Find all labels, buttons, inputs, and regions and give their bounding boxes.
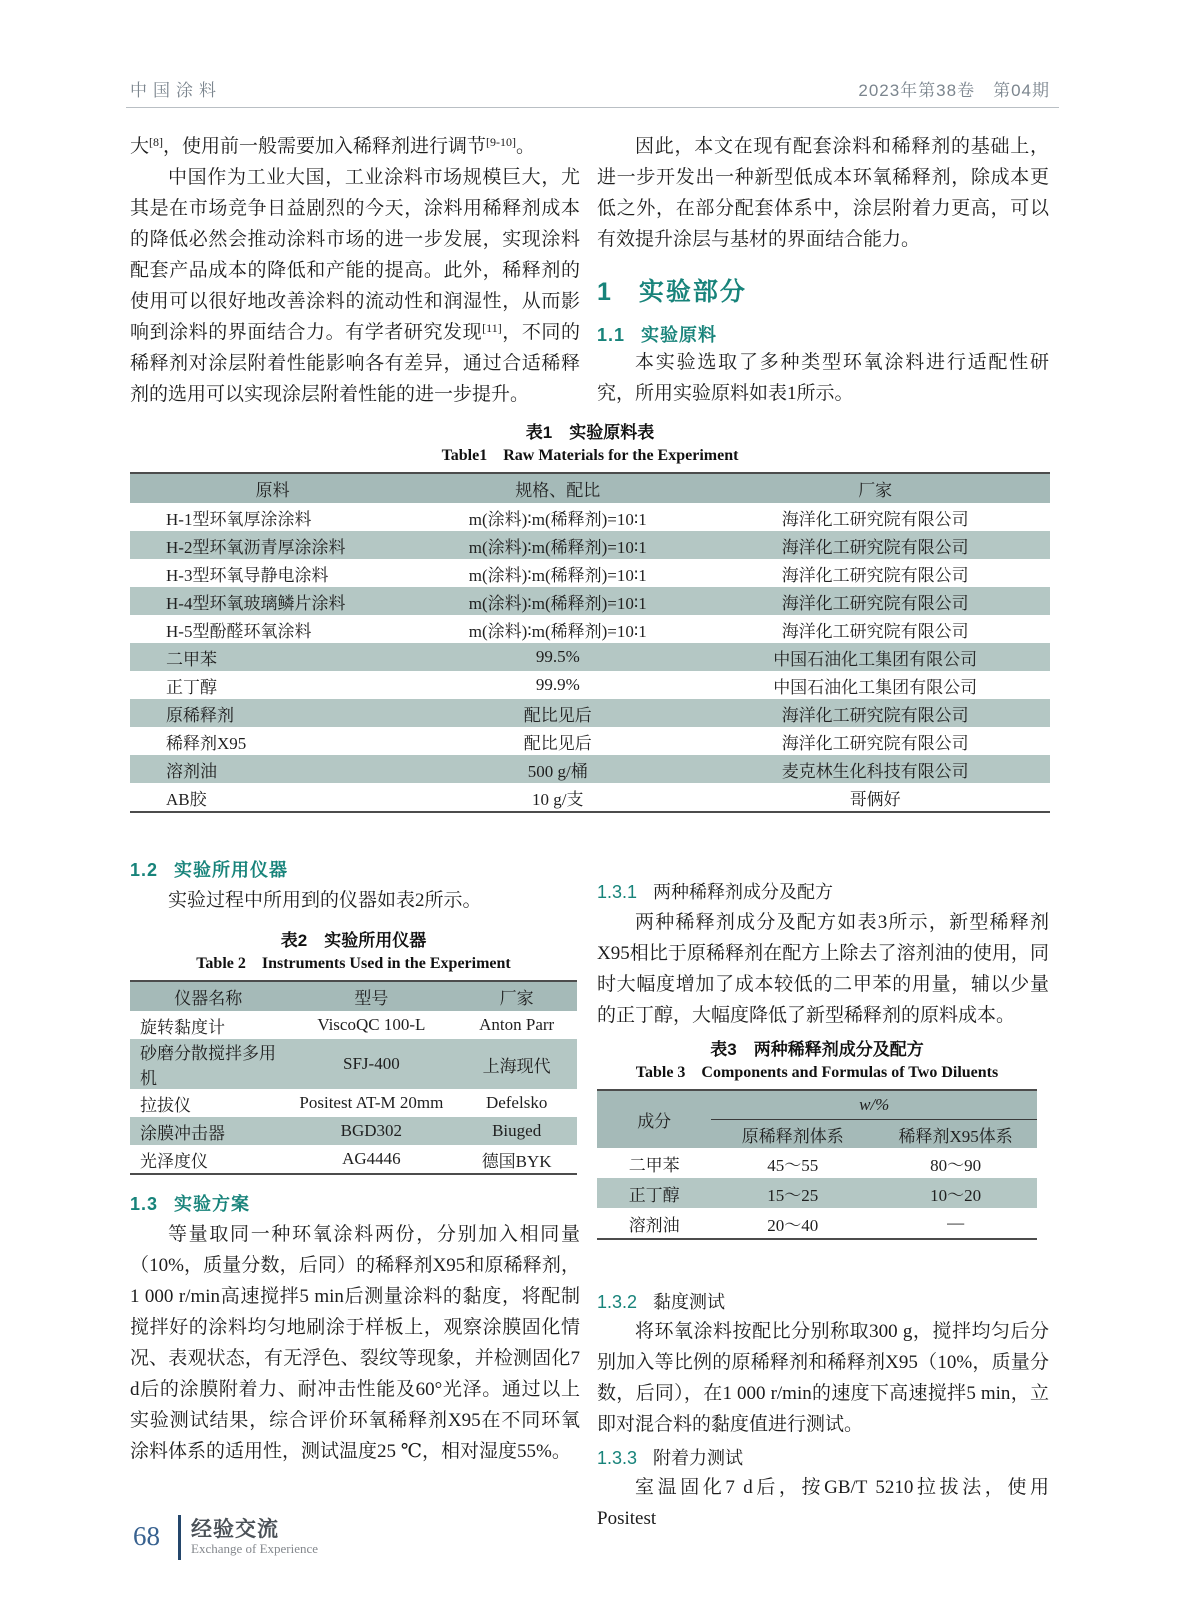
section-title: 实验方案 <box>174 1194 251 1214</box>
table-cell: Positest AT-M 20mm <box>299 1093 444 1112</box>
table-cell: 二甲苯 <box>628 1155 680 1175</box>
table-cell: 海洋化工研究院有限公司 <box>781 705 969 725</box>
table-cell: 拉拔仪 <box>140 1095 191 1115</box>
table2-block <box>130 929 577 1175</box>
citation-ref: [9-10] <box>486 135 517 149</box>
table-cell: — <box>947 1213 965 1232</box>
table-row <box>130 671 1050 699</box>
table-cell: m(涂料)∶m(稀释剂)=10∶1 <box>468 565 647 585</box>
paragraph: 将环氧涂料按配比分别称取300 g，搅拌均匀后分别加入等比例的原稀释剂和稀释剂X95（10%，质量分数，后同），在1 000 r/min的速度下高速搅拌5 min，立即对混合料的黏度值进行测试。 <box>597 1321 1049 1435</box>
table-cell: 德国BYK <box>481 1151 552 1171</box>
section-1-3-body <box>130 1219 580 1467</box>
paragraph: 实验过程中所用到的仪器如表2所示。 <box>168 890 482 911</box>
table-cell: 99.5% <box>535 647 580 666</box>
table2-title-en: Table 2 Instruments Used in the Experiment <box>196 955 511 972</box>
table-row <box>130 1117 577 1145</box>
table-cell: 99.9% <box>535 675 580 694</box>
table-header-row <box>130 473 1050 503</box>
table-cell: 海洋化工研究院有限公司 <box>781 509 969 529</box>
section-1-3-1-body <box>597 907 1049 1031</box>
section-title: 实验原料 <box>641 325 718 345</box>
footer-divider-bar <box>178 1515 181 1560</box>
table-cell: 正丁醇 <box>628 1185 680 1205</box>
table-cell: 溶剂油 <box>628 1215 680 1235</box>
table3-title-en: Table 3 Components and Formulas of Two Diluents <box>635 1064 999 1081</box>
table-header-cell <box>711 1090 1037 1120</box>
table-row <box>130 1011 577 1039</box>
table-cell: 海洋化工研究院有限公司 <box>781 733 969 753</box>
table-cell: 海洋化工研究院有限公司 <box>781 593 969 613</box>
table-header-cell: 仪器名称 <box>130 981 286 1011</box>
table-cell: 麦克林生化科技有限公司 <box>781 761 969 781</box>
body-text: 。 <box>516 136 536 157</box>
table3-title-cn: 表3 两种稀释剂成分及配方 <box>710 1040 924 1059</box>
table-header-row <box>597 1090 1037 1120</box>
table-row <box>130 1145 577 1174</box>
table-cell: AG4446 <box>342 1149 401 1168</box>
table-cell: 45～55 <box>767 1155 819 1175</box>
table-header-cell: 规格、配比 <box>415 473 700 503</box>
table-cell: 10～20 <box>930 1185 982 1205</box>
section-1-3-1-heading <box>597 878 833 904</box>
section-1-1-body <box>597 347 1049 409</box>
section-number: 1.3 <box>130 1194 159 1214</box>
section-number: 1.1 <box>597 325 626 345</box>
table-row <box>130 727 1050 755</box>
table-header-cell: 原稀释剂体系 <box>711 1120 874 1149</box>
section-title: 附着力测试 <box>653 1448 744 1468</box>
section-number: 1.2 <box>130 860 159 880</box>
table-cell: H-2型环氧沥青厚涂涂料 <box>166 537 346 557</box>
table1 <box>130 472 1050 813</box>
table-cell: m(涂料)∶m(稀释剂)=10∶1 <box>468 621 647 641</box>
table-cell: AB胶 <box>166 789 207 809</box>
citation-ref: [11] <box>482 321 502 335</box>
section-1-2-body <box>130 885 580 916</box>
table-cell: H-1型环氧厚涂涂料 <box>166 509 312 529</box>
page-footer <box>133 1513 553 1565</box>
table-row <box>130 587 1050 615</box>
table-cell: SFJ-400 <box>343 1054 400 1073</box>
table-cell: 上海现代 <box>482 1056 551 1076</box>
table-header-cell: 厂家 <box>700 473 1050 503</box>
table-cell: m(涂料)∶m(稀释剂)=10∶1 <box>468 593 647 613</box>
table-header-cell: 型号 <box>286 981 456 1011</box>
table-cell: 涂膜冲击器 <box>140 1123 225 1143</box>
section-title: 实验部分 <box>638 278 747 306</box>
page-number: 68 <box>133 1521 160 1551</box>
table-header-cell: 原料 <box>130 473 415 503</box>
section-number: 1.3.1 <box>597 882 638 902</box>
table-row <box>130 615 1050 643</box>
footer-column-name-en: Exchange of Experience <box>191 1541 319 1556</box>
section-title: 实验所用仪器 <box>174 860 289 880</box>
table-cell: 配比见后 <box>523 733 592 753</box>
citation-ref: [8] <box>149 135 164 149</box>
table1-title-en: Table1 Raw Materials for the Experiment <box>441 447 739 464</box>
table-header-cell: 成分 <box>597 1090 711 1148</box>
section-1-3-2-body <box>597 1316 1049 1440</box>
table-row <box>130 755 1050 783</box>
table-row <box>130 1089 577 1117</box>
table-cell: 中国石油化工集团有限公司 <box>773 649 978 669</box>
issue-info: 2023年第38卷 第04期 <box>858 81 1050 100</box>
table-cell: 配比见后 <box>523 705 592 725</box>
paragraph-intro-purpose: 因此，本文在现有配套涂料和稀释剂的基础上，进一步开发出一种新型低成本环氧稀释剂，除成本更低之外，在部分配套体系中，涂层附着力更高，可以有效提升涂层与基材的界面结合能力。 <box>597 136 1049 250</box>
paragraph: 室温固化7 d后，按GB/T 5210拉拔法，使用Positest <box>597 1477 1049 1529</box>
table-row <box>130 783 1050 812</box>
table-header-cell: 稀释剂X95体系 <box>874 1120 1037 1149</box>
table-cell: 海洋化工研究院有限公司 <box>781 537 969 557</box>
table-cell: Biuged <box>492 1121 542 1140</box>
table-row <box>130 699 1050 727</box>
table1-title-cn: 表1 实验原料表 <box>525 423 655 442</box>
table1-block <box>130 421 1050 813</box>
section-number: 1.3.2 <box>597 1292 638 1312</box>
section-1-3-heading <box>130 1190 250 1216</box>
table-cell: Anton Parr <box>479 1015 555 1034</box>
paragraph: 本实验选取了多种类型环氧涂料进行适配性研究，所用实验原料如表1所示。 <box>597 352 1049 404</box>
body-text: 大 <box>130 136 150 157</box>
table-cell: H-3型环氧导静电涂料 <box>166 565 329 585</box>
section-title: 黏度测试 <box>653 1292 726 1312</box>
table-cell: 80～90 <box>930 1155 982 1175</box>
header-divider <box>126 107 1059 108</box>
intro-right-column <box>597 131 1049 255</box>
paragraph-intro-continued <box>130 131 580 162</box>
table-row <box>130 643 1050 671</box>
table3-block <box>597 1038 1037 1240</box>
table2-title-cn: 表2 实验所用仪器 <box>280 931 427 950</box>
body-text: ，不同的稀释剂对涂层附着性能影响各有差异，通过合适稀释剂的选用可以实现涂层附着性能的进一步提升。 <box>130 322 580 405</box>
table-header-cell: 厂家 <box>456 981 577 1011</box>
footer-column-name: 经验交流 <box>191 1518 279 1541</box>
table-row <box>597 1178 1037 1208</box>
paragraph-intro-market <box>130 162 580 410</box>
table-cell: H-5型酚醛环氧涂料 <box>166 621 312 641</box>
table-cell: 砂磨分散搅拌多用机 <box>140 1044 276 1088</box>
table-row <box>130 531 1050 559</box>
table-cell: 二甲苯 <box>166 649 217 669</box>
table-cell: 稀释剂X95 <box>166 733 247 753</box>
section-1-3-2-heading <box>597 1288 725 1314</box>
table-cell: 15～25 <box>767 1185 819 1205</box>
table-cell: 原稀释剂 <box>166 705 234 725</box>
table-cell: Defelsko <box>485 1093 548 1112</box>
table-cell: m(涂料)∶m(稀释剂)=10∶1 <box>468 509 647 529</box>
table-cell: 哥俩好 <box>849 789 901 809</box>
table-row <box>130 559 1050 587</box>
table-row <box>130 1039 577 1089</box>
table-cell: 10 g/支 <box>532 789 584 809</box>
table-cell: m(涂料)∶m(稀释剂)=10∶1 <box>468 537 647 557</box>
table-cell: 海洋化工研究院有限公司 <box>781 621 969 641</box>
table3 <box>597 1089 1037 1240</box>
table-cell: 20～40 <box>767 1215 819 1235</box>
section-1-2-heading <box>130 856 288 882</box>
table-cell: 溶剂油 <box>166 761 217 781</box>
table2 <box>130 980 577 1175</box>
table-row <box>597 1148 1037 1178</box>
w-percent-label: w/% <box>859 1095 890 1114</box>
table-cell: 中国石油化工集团有限公司 <box>773 677 978 697</box>
table-cell: BGD302 <box>340 1121 403 1140</box>
body-text: ，使用前一般需要加入稀释剂进行调节 <box>163 136 487 157</box>
section-number: 1.3.3 <box>597 1448 638 1468</box>
section-1-heading <box>597 272 747 308</box>
section-1-3-3-body <box>597 1472 1049 1534</box>
section-title: 两种稀释剂成分及配方 <box>653 882 834 902</box>
journal-name: 中国涂料 <box>130 81 222 100</box>
body-text: 中国作为工业大国，工业涂料市场规模巨大，尤其是在市场竞争日益剧烈的今天，涂料用稀释剂成本的降低必然会推动涂料市场的进一步发展，实现涂料配套产品成本的降低和产能的提高。此外，稀释剂的使用可以很好地改善涂料的流动性和润湿性，从而影响到涂料的界面结合力。有学者研究发现 <box>130 167 580 343</box>
table-row <box>130 503 1050 531</box>
table-cell: 正丁醇 <box>166 677 217 697</box>
table-cell: H-4型环氧玻璃鳞片涂料 <box>166 593 346 613</box>
table-cell: 500 g/桶 <box>527 761 588 781</box>
section-number: 1 <box>597 278 613 306</box>
table-cell: 旋转黏度计 <box>140 1017 225 1037</box>
table-header-row <box>130 981 577 1011</box>
table-cell: 海洋化工研究院有限公司 <box>781 565 969 585</box>
paragraph: 两种稀释剂成分及配方如表3所示，新型稀释剂X95相比于原稀释剂在配方上除去了溶剂油的使用，同时大幅度增加了成本较低的二甲苯的用量，辅以少量的正丁醇，大幅度降低了新型稀释剂的原料成本。 <box>597 912 1049 1026</box>
table-cell: 光泽度仪 <box>140 1151 208 1171</box>
table-cell: ViscoQC 100-L <box>317 1015 426 1034</box>
section-1-3-3-heading <box>597 1444 743 1470</box>
intro-left-column <box>130 131 580 410</box>
table-row <box>597 1208 1037 1239</box>
paragraph: 等量取同一种环氧涂料两份，分别加入相同量（10%，质量分数，后同）的稀释剂X95和原稀释剂，1 000 r/min高速搅拌5 min后测量涂料的黏度，将配制搅拌好的涂料均匀地刷涂于样板上，观察涂膜固化情况、表观状态，有无浮色、裂纹等现象，并检测固化7 d后的涂膜附着力、耐冲击性能及60°光泽。通过以上实验测试结果，综合评价环氧稀释剂X95在不同环氧涂料体系的适用性，测试温度25 ℃，相对湿度55%。 <box>130 1224 580 1462</box>
section-1-1-heading <box>597 321 717 347</box>
